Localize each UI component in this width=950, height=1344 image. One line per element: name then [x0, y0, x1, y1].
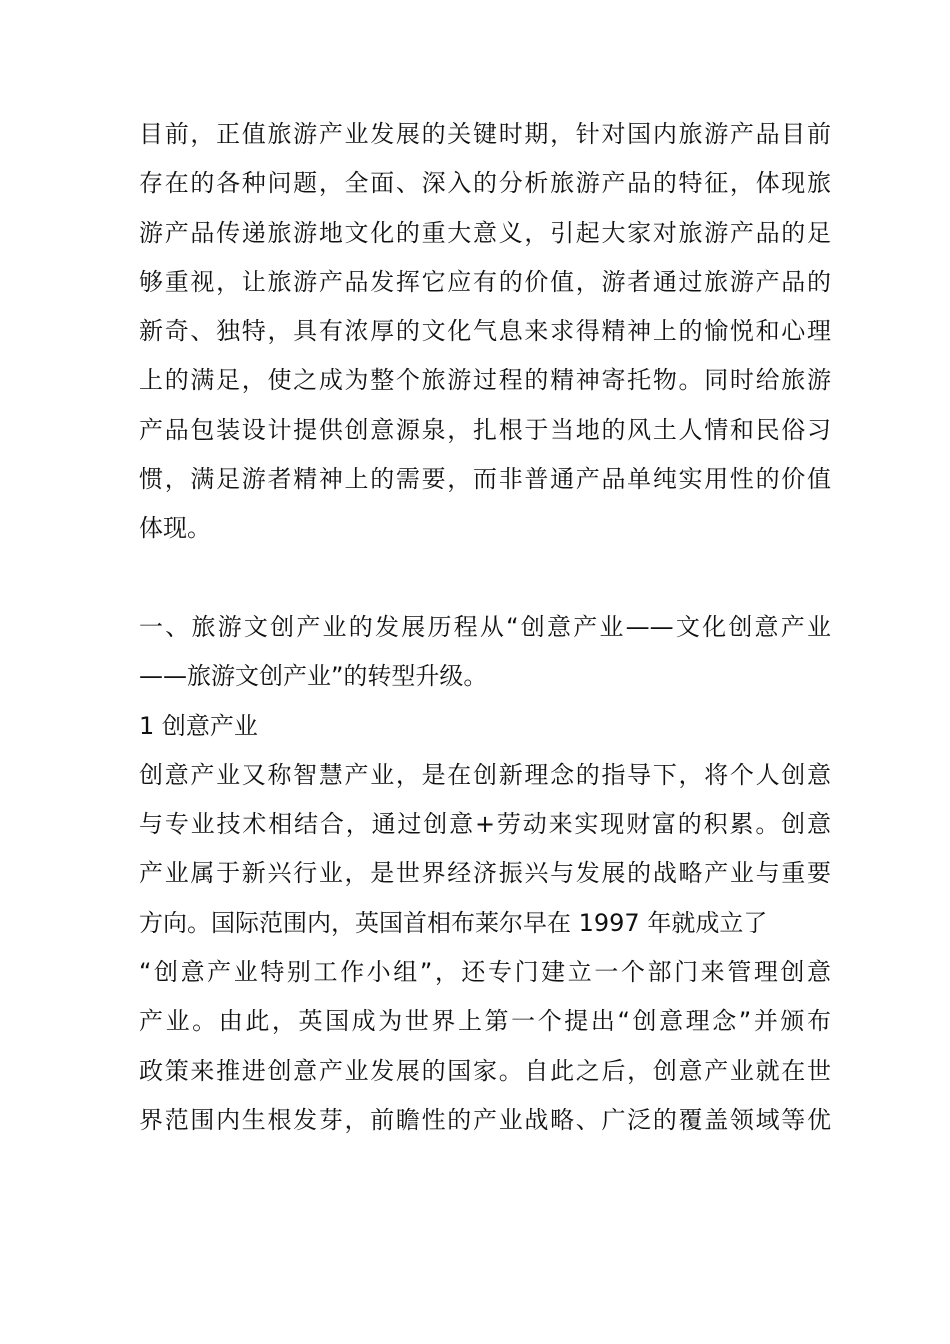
- heading-line: 一、旅游文创产业的发展历程从“创意产业——文化创意产业: [139, 612, 831, 641]
- body-paragraph: [139, 751, 831, 1145]
- intro-paragraph: [139, 110, 831, 554]
- paragraph-line: 惯，满足游者精神上的需要，而非普通产品单纯实用性的价值: [139, 465, 831, 494]
- paragraph-line: 产业属于新兴行业，是世界经济振兴与发展的战略产业与重要: [139, 859, 831, 888]
- paragraph-line: 够重视，让旅游产品发挥它应有的价值，游者通过旅游产品的: [139, 267, 831, 296]
- paragraph-line: 界范围内生根发芽，前瞻性的产业战略、广泛的覆盖领域等优: [139, 1105, 831, 1134]
- paragraph-line: 政策来推进创意产业发展的国家。自此之后，创意产业就在世: [139, 1056, 831, 1085]
- document-body: [139, 110, 831, 1145]
- paragraph-line: 上的满足，使之成为整个旅游过程的精神寄托物。同时给旅游: [139, 366, 831, 395]
- paragraph-line: “创意产业特别工作小组”，还专门建立一个部门来管理创意: [139, 958, 831, 987]
- heading-line: ——旅游文创产业”的转型升级。: [139, 662, 488, 691]
- paragraph-line: 目前，正值旅游产业发展的关键时期，针对国内旅游产品目前: [139, 120, 831, 148]
- paragraph-line: 创意产业又称智慧产业，是在创新理念的指导下，将个人创意: [139, 760, 831, 789]
- paragraph-line: 产业。由此，英国成为世界上第一个提出“创意理念”并颁布: [139, 1007, 831, 1036]
- paragraph-spacer: [139, 554, 831, 603]
- section-heading: [139, 603, 831, 702]
- paragraph-line: 游产品传递旅游地文化的重大意义，引起大家对旅游产品的足: [139, 218, 831, 247]
- subsection-heading: 1 创意产业: [139, 711, 258, 740]
- paragraph-line: 存在的各种问题，全面、深入的分析旅游产品的特征，体现旅: [139, 169, 831, 198]
- paragraph-line: 与专业技术相结合，通过创意+劳动来实现财富的积累。创意: [139, 810, 831, 839]
- paragraph-line: 体现。: [139, 514, 211, 543]
- paragraph-line: 新奇、独特，具有浓厚的文化气息来求得精神上的愉悦和心理: [139, 317, 831, 346]
- paragraph-line: 产品包装设计提供创意源泉，扎根于当地的风土人情和民俗习: [139, 415, 831, 444]
- paragraph-line: 方向。国际范围内，英国首相布莱尔早在 1997 年就成立了: [139, 908, 768, 937]
